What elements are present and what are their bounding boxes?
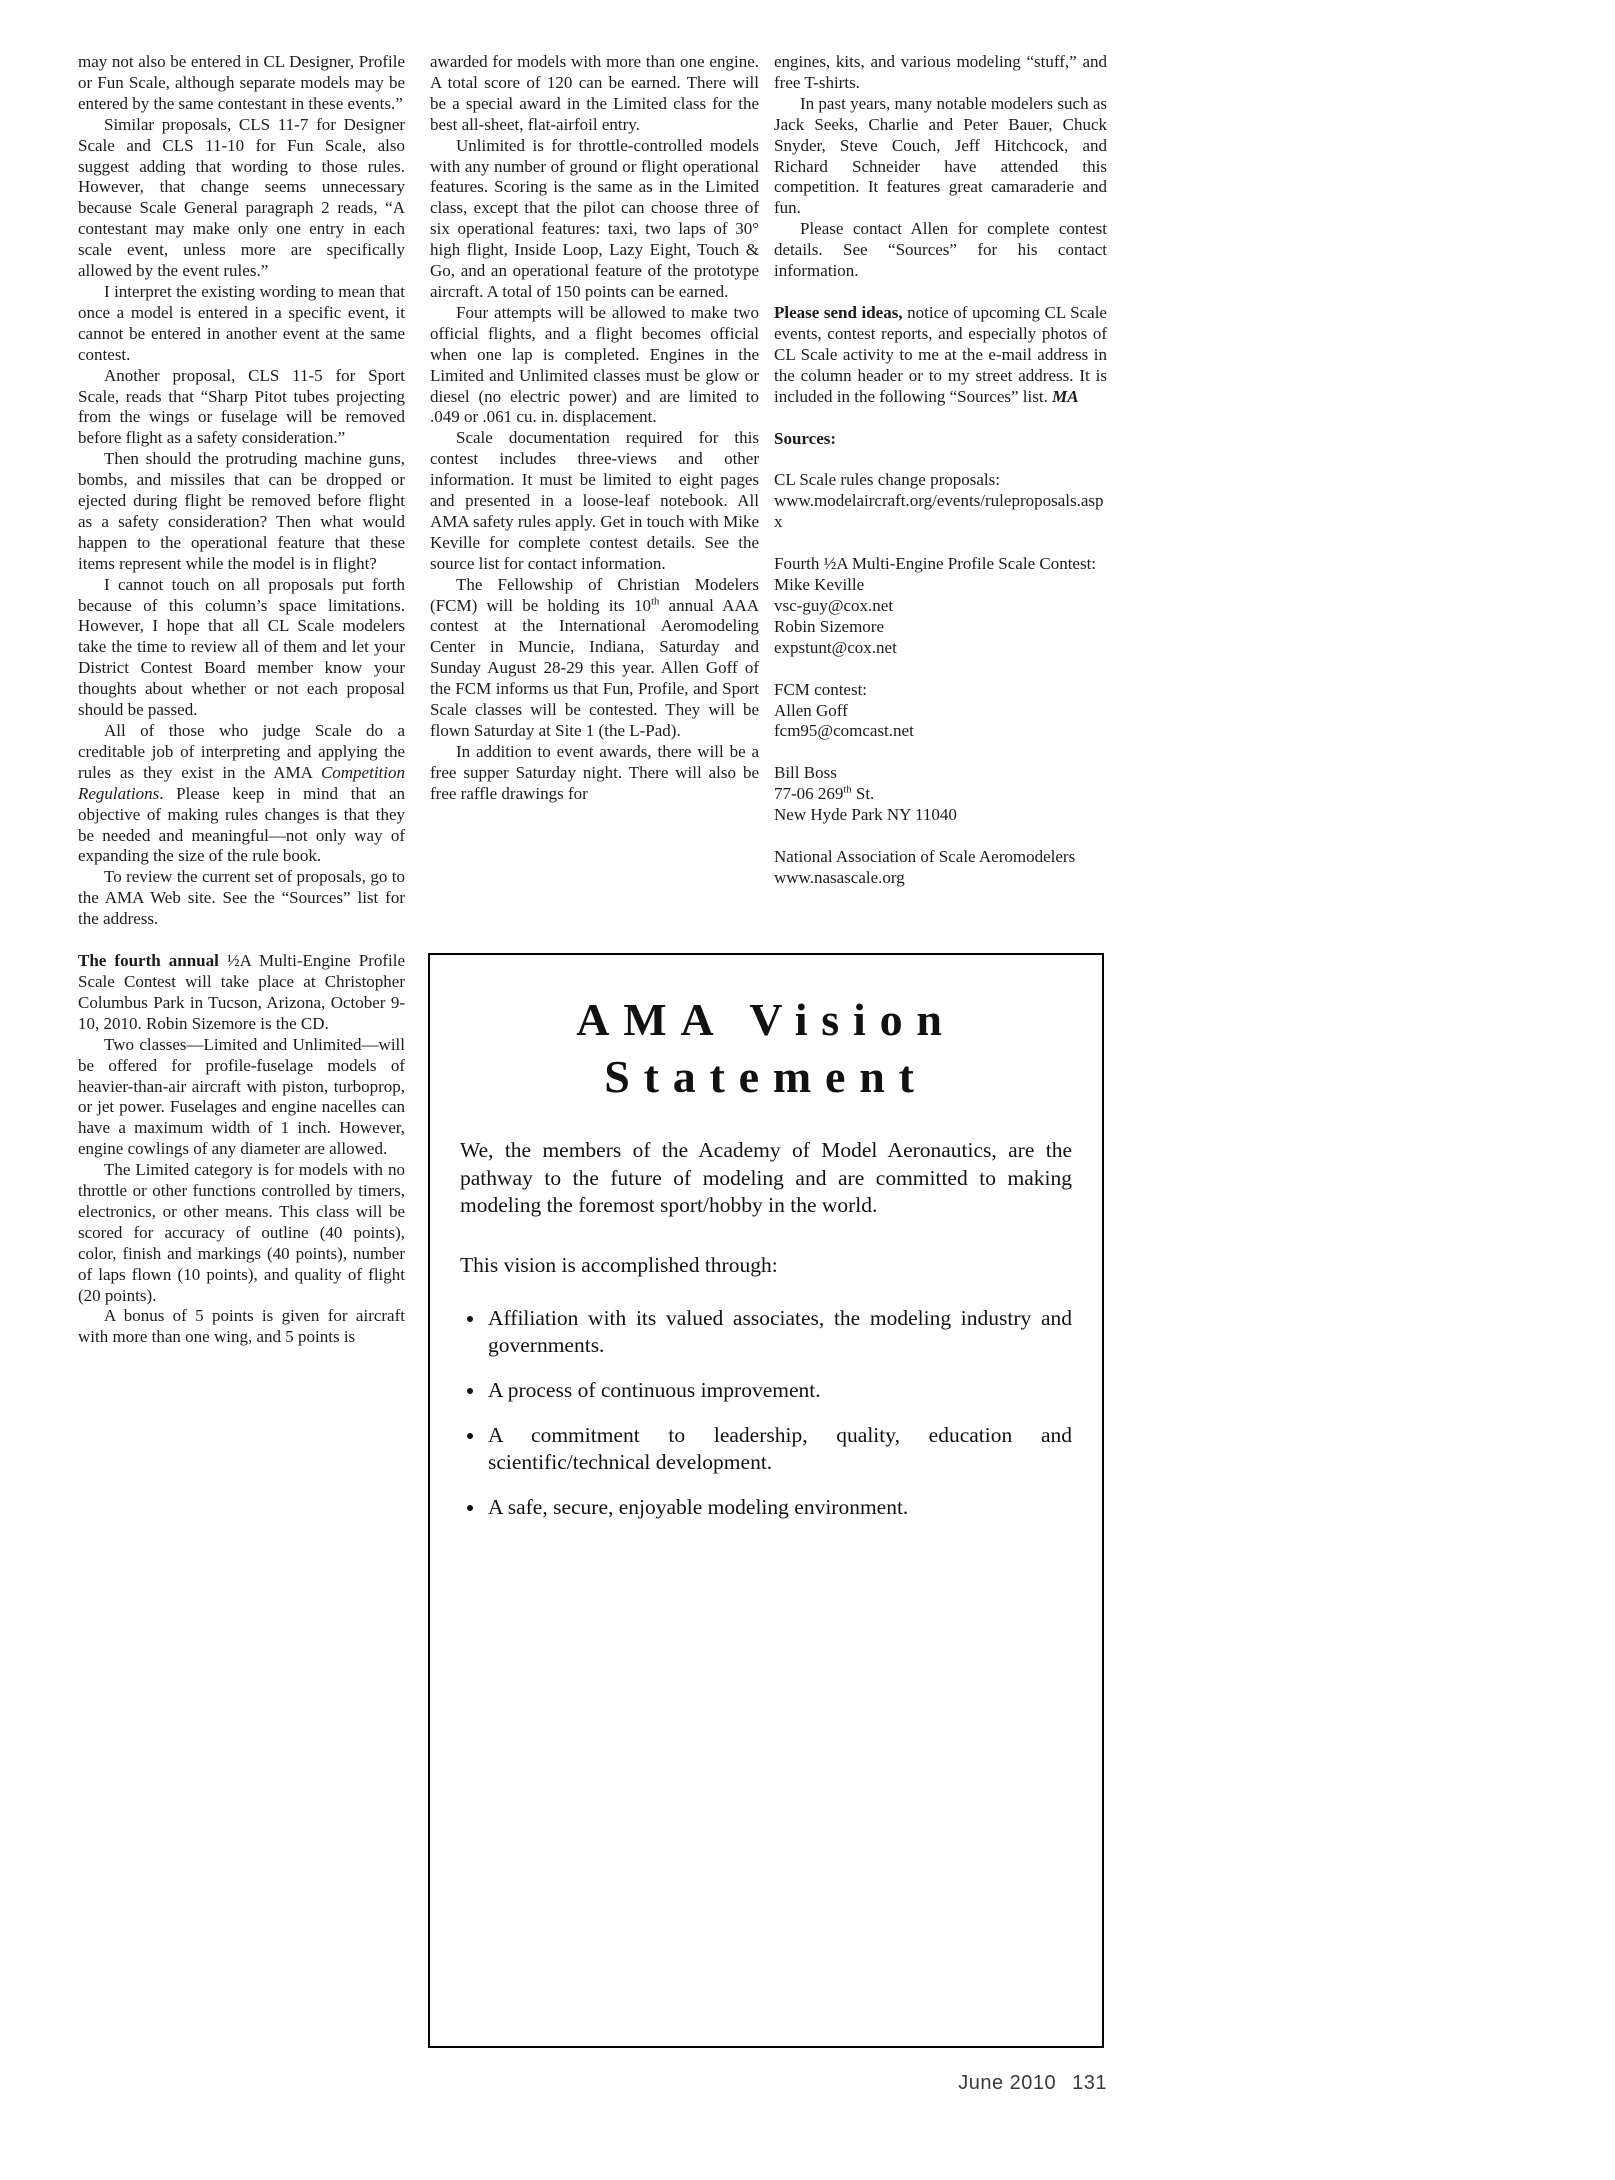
paragraph: Another proposal, CLS 11-5 for Sport Scale, reads that “Sharp Pitot tubes projecting from the wings or fuselage will be removed before flight as a safety consideration.”: [78, 365, 405, 448]
paragraph: The Limited category is for models with no throttle or other functions controlled by timers, electronics, or other means. This class will be scored for accuracy of outline (40 points), color, finish and markings (40 points), number of laps flown (10 points), and quality of flight (20 points).: [78, 1160, 405, 1305]
paragraph: To review the current set of proposals, go to the AMA Web site. See the “Sources” list for the address.: [78, 867, 405, 929]
text-column-3: [774, 52, 1107, 889]
ama-vision-statement-box: [428, 953, 1104, 2048]
paragraph: Four attempts will be allowed to make two official flights, and a flight becomes official when one lap is completed. Engines in the Limited and Unlimited classes must be glow or diesel (no electric power) and are limited to .049 or .061 cu. in. displacement.: [430, 302, 759, 427]
paragraph: www.modelaircraft.org/events/ruleproposals.aspx: [774, 491, 1104, 532]
paragraph: www.nasascale.org: [774, 868, 905, 887]
footer-page-number: 131: [1072, 2072, 1107, 2094]
paragraph: National Association of Scale Aeromodelers: [774, 847, 1076, 867]
vision-bullet-item: • A commitment to leadership, quality, education and scientific/technical development.: [486, 1422, 1072, 1476]
paragraph: Please send ideas, notice of upcoming CL Scale events, contest reports, and especially photos of CL Scale activity to me at the e-mail address in the column header or to my street address. It is included in the following “Sources” list. MA: [774, 302, 1107, 406]
paragraph: Allen Goff: [774, 700, 848, 720]
text-column-2: [430, 52, 759, 805]
paragraph: I cannot touch on all proposals put forth because of this column’s space limitations. However, I hope that all CL Scale modelers take the time to review all of them and let your District Contest Board member know your thoughts about whether or not each proposal should be passed.: [78, 574, 405, 720]
paragraph: FCM contest:: [774, 679, 868, 699]
paragraph: Unlimited is for throttle-controlled models with any number of ground or flight operational features. Scoring is the same as in the Limited class, except that the pilot can choose three of six operational features: taxi, two laps of 30° high flight, Inside Loop, Lazy Eight, Touch & Go, and an operational feature of the prototype aircraft. A total of 150 points can be earned.: [430, 135, 759, 301]
vision-title: [460, 991, 1072, 1105]
vision-bullet-item: • A process of continuous improvement.: [486, 1377, 1072, 1404]
paragraph: I interpret the existing wording to mean that once a model is entered in a specific event, it cannot be entered in another event at the same contest.: [78, 281, 405, 364]
paragraph: A bonus of 5 points is given for aircraft with more than one wing, and 5 points is: [78, 1306, 405, 1347]
vision-intro-paragraph: We, the members of the Academy of Model Aeronautics, are the pathway to the future of modeling and are committed to making modeling the foremost sport/hobby in the world.: [460, 1138, 1072, 1217]
text-column-1: [78, 52, 405, 1348]
paragraph: 77-06 269th St.: [774, 784, 875, 804]
paragraph: The fourth annual ½A Multi-Engine Profile Scale Contest will take place at Christopher Columbus Park in Tucson, Arizona, October 9-10, 2010. Robin Sizemore is the CD.: [78, 951, 405, 1033]
paragraph: Please contact Allen for complete contest details. See “Sources” for his contact information.: [774, 219, 1107, 281]
paragraph: fcm95@comcast.net: [774, 721, 914, 741]
paragraph: CL Scale rules change proposals:: [774, 470, 1000, 490]
paragraph: Robin Sizemore: [774, 616, 885, 636]
paragraph: expstunt@cox.net: [774, 637, 897, 657]
paragraph: Scale documentation required for this contest includes three-views and other information. It must be limited to eight pages and presented in a loose-leaf notebook. All AMA safety rules apply. Get in touch with Mike Keville for complete contest details. See the source list for contact information.: [430, 428, 759, 573]
paragraph: may not also be entered in CL Designer, Profile or Fun Scale, although separate models may be entered by the same contestant in these events.”: [78, 52, 405, 113]
vision-title-line2: Statement: [604, 1051, 928, 1102]
paragraph: awarded for models with more than one engine. A total score of 120 can be earned. There will be a special award in the Limited class for the best all-sheet, flat-airfoil entry.: [430, 52, 759, 134]
paragraph: vsc-guy@cox.net: [774, 595, 894, 615]
paragraph: Fourth ½A Multi-Engine Profile Scale Contest:: [774, 554, 1097, 574]
vision-title-line1: AMA Vision: [576, 994, 956, 1045]
paragraph: In addition to event awards, there will be a free supper Saturday night. There will also be free raffle drawings for: [430, 741, 759, 803]
paragraph: Bill Boss: [774, 763, 837, 783]
paragraph: Similar proposals, CLS 11-7 for Designer Scale and CLS 11-10 for Fun Scale, also suggest adding that wording to those rules. However, that change seems unnecessary because Scale General paragraph 2 reads, “A contestant may make only one entry in each scale event, unless more are specifically allowed by the event rules.”: [78, 114, 405, 281]
paragraph: Mike Keville: [774, 575, 865, 595]
paragraph: Then should the protruding machine guns, bombs, and missiles that can be dropped or ejected during flight be removed before flight as a safety consideration? Then what would happen to the operational feature that these items represent while the model is in flight?: [78, 449, 405, 573]
footer-issue-date: June 2010: [958, 2072, 1057, 2094]
paragraph: Two classes—Limited and Unlimited—will be offered for profile-fuselage models of heavier-than-air aircraft with piston, turboprop, or jet power. Fuselages and engine nacelles can have a maximum width of 1 inch. However, engine cowlings of any diameter are allowed.: [78, 1034, 405, 1159]
paragraph: engines, kits, and various modeling “stuff,” and free T-shirts.: [774, 52, 1107, 92]
paragraph: The Fellowship of Christian Modelers (FCM) will be holding its 10th annual AAA contest at the International Aeromodeling Center in Muncie, Indiana, Saturday and Sunday August 28-29 this year. Allen Goff of the FCM informs us that Fun, Profile, and Sport Scale classes will be contested. They will be flown Saturday at Site 1 (the L-Pad).: [430, 574, 759, 740]
vision-lead-in: This vision is accomplished through:: [460, 1252, 778, 1277]
page-footer: [774, 2072, 1107, 2095]
vision-bullet-item: • Affiliation with its valued associates, the modeling industry and governments.: [486, 1305, 1072, 1359]
vision-bullet-item: • A safe, secure, enjoyable modeling environment.: [486, 1494, 1072, 1521]
paragraph: All of those who judge Scale do a creditable job of interpreting and applying the rules as they exist in the AMA Competition Regulations. Please keep in mind that an objective of making rules changes is that they be needed and meaningful—not only way of expanding the size of the rule book.: [78, 721, 405, 866]
sources-heading: Sources:: [774, 428, 837, 448]
vision-bullet-list: [460, 1305, 1072, 1521]
paragraph: New Hyde Park NY 11040: [774, 805, 957, 825]
paragraph: In past years, many notable modelers such as Jack Seeks, Charlie and Peter Bauer, Chuck Snyder, Steve Couch, Jeff Hitchcock, and Richard Schneider have attended this competition. It features great camaraderie and fun.: [774, 93, 1107, 218]
